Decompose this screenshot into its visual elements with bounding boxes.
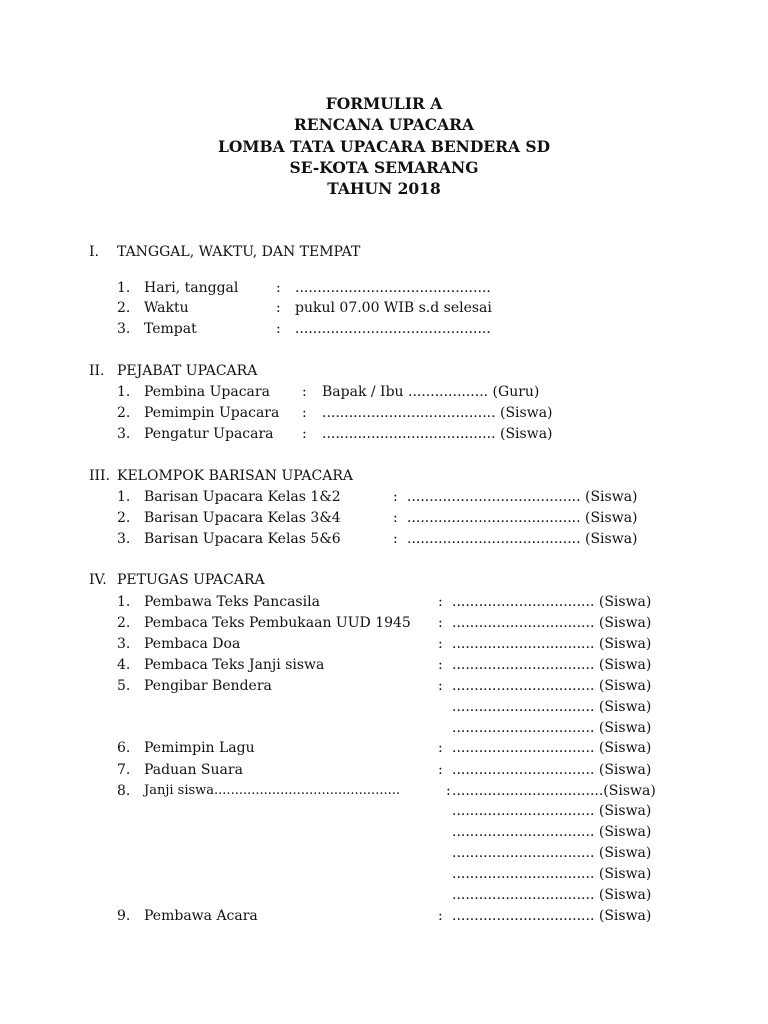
item-label: Pemimpin Lagu	[144, 740, 255, 756]
item-label: Barisan Upacara Kelas 5&6	[144, 531, 341, 547]
item-label: Pemimpin Upacara	[144, 405, 280, 421]
item-value: ................................ (Siswa)	[452, 803, 652, 819]
item-number: 3.	[117, 636, 131, 652]
item-colon: :	[438, 908, 443, 924]
item-value: ............................................	[295, 280, 491, 296]
form-title: FORMULIR A	[325, 94, 443, 113]
item-label: Tempat	[144, 321, 197, 337]
item-colon: :	[438, 636, 443, 652]
title-line-3: LOMBA TATA UPACARA BENDERA SD	[217, 137, 551, 156]
item-number: 3.	[117, 531, 131, 547]
item-number: 8.	[117, 783, 131, 799]
item-colon: :	[446, 783, 451, 799]
item-number: 1.	[117, 280, 131, 296]
item-value: ....................................... (Siswa)	[407, 531, 638, 547]
item-colon: :	[276, 300, 281, 316]
item-number: 7.	[117, 762, 131, 778]
item-colon: :	[276, 321, 281, 337]
item-value: ................................ (Siswa)	[452, 762, 652, 778]
item-label: Hari, tanggal	[144, 280, 239, 296]
item-value: ................................ (Siswa)	[452, 887, 652, 903]
item-label: Pembaca Teks Pembukaan UUD 1945	[144, 615, 411, 631]
section-numeral: II.	[89, 363, 105, 379]
item-colon: :	[438, 657, 443, 673]
item-value: ................................ (Siswa)	[452, 657, 652, 673]
item-colon: :	[393, 510, 398, 526]
item-number: 2.	[117, 615, 131, 631]
item-number: 9.	[117, 908, 131, 924]
item-value: ................................ (Siswa)	[452, 594, 652, 610]
item-number: 1.	[117, 384, 131, 400]
item-label: Pengibar Bendera	[144, 678, 272, 694]
item-value: ....................................... (Siswa)	[322, 426, 553, 442]
item-value: ................................ (Siswa)	[452, 908, 652, 924]
item-label: Pembawa Acara	[144, 908, 258, 924]
title-line-5: TAHUN 2018	[327, 179, 441, 198]
item-label: Paduan Suara	[144, 762, 243, 778]
item-colon: :	[393, 489, 398, 505]
item-number: 2.	[117, 405, 131, 421]
item-number: 1.	[117, 489, 131, 505]
item-number: 3.	[117, 321, 131, 337]
item-value: ................................ (Siswa)	[452, 824, 652, 840]
item-colon: :	[438, 762, 443, 778]
item-value: ....................................... (Siswa)	[407, 510, 638, 526]
section-heading: TANGGAL, WAKTU, DAN TEMPAT	[117, 244, 361, 260]
item-value: ................................ (Siswa)	[452, 699, 652, 715]
item-colon: :	[438, 615, 443, 631]
item-number: 4.	[117, 657, 131, 673]
item-value: ................................ (Siswa)	[452, 615, 652, 631]
title-line-2: RENCANA UPACARA	[293, 115, 475, 134]
section-heading: KELOMPOK BARISAN UPACARA	[117, 468, 353, 484]
item-label: Pengatur Upacara	[144, 426, 274, 442]
section-heading: PETUGAS UPACARA	[117, 572, 265, 588]
item-colon: :	[438, 678, 443, 694]
item-value: ................................ (Siswa)	[452, 678, 652, 694]
item-value: ....................................... (Siswa)	[322, 405, 553, 421]
item-label: Waktu	[144, 300, 189, 316]
item-colon: :	[276, 280, 281, 296]
item-number: 3.	[117, 426, 131, 442]
title-line-4: SE-KOTA SEMARANG	[289, 158, 479, 177]
item-colon: :	[438, 740, 443, 756]
item-label: Barisan Upacara Kelas 1&2	[144, 489, 341, 505]
item-value: ................................ (Siswa)	[452, 740, 652, 756]
section-numeral: IV.	[89, 572, 107, 588]
item-colon: :	[438, 594, 443, 610]
section-numeral: III.	[89, 468, 111, 484]
item-colon: :	[302, 405, 307, 421]
item-value: ................................ (Siswa)	[452, 720, 652, 736]
item-label: Pembaca Teks Janji siswa	[144, 657, 325, 673]
item-value: ................................ (Siswa)	[452, 845, 652, 861]
item-value: Bapak / Ibu .................. (Guru)	[322, 384, 540, 400]
item-number: 6.	[117, 740, 131, 756]
item-value: ..................................(Siswa)	[452, 783, 656, 799]
item-number: 5.	[117, 678, 131, 694]
item-value: ................................ (Siswa)	[452, 636, 652, 652]
item-label: Pembaca Doa	[144, 636, 241, 652]
item-number: 1.	[117, 594, 131, 610]
section-numeral: I.	[89, 244, 99, 260]
item-value: ....................................... (Siswa)	[407, 489, 638, 505]
item-label: Pembina Upacara	[144, 384, 270, 400]
item-colon: :	[302, 426, 307, 442]
section-heading: PEJABAT UPACARA	[117, 363, 258, 379]
item-value: ............................................	[295, 321, 491, 337]
item-value: ................................ (Siswa)	[452, 866, 652, 882]
item-label: Janji siswa.............................................	[144, 783, 400, 798]
item-number: 2.	[117, 300, 131, 316]
item-label: Barisan Upacara Kelas 3&4	[144, 510, 341, 526]
item-value: pukul 07.00 WIB s.d selesai	[295, 300, 492, 316]
item-number: 2.	[117, 510, 131, 526]
item-colon: :	[393, 531, 398, 547]
item-colon: :	[302, 384, 307, 400]
item-label: Pembawa Teks Pancasila	[144, 594, 320, 610]
